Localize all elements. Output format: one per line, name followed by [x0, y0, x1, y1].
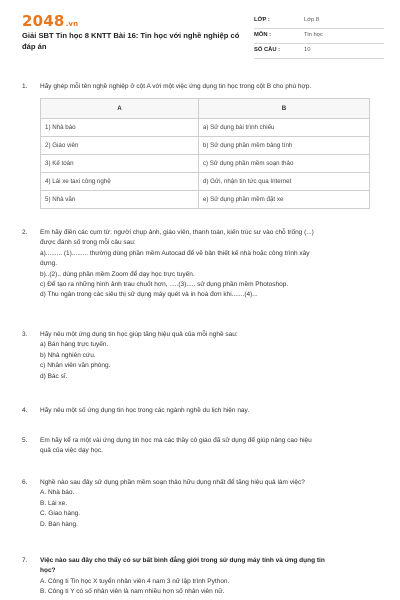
question-5 [22, 436, 378, 457]
table-cell: 5) Nhà văn [41, 191, 199, 209]
table-cell: d) Gửi, nhận tin tức qua Internet [198, 173, 369, 191]
question-number: 5. [22, 437, 28, 444]
option-a: A. Nhà báo. [40, 489, 75, 497]
table-cell: a) Sử dụng bài trình chiếu [198, 119, 369, 137]
option-a: A. Công ti Tin học X tuyển nhân viên 4 nam 3 nữ lập trình Python. [40, 577, 230, 585]
answer-line: d) Bác sĩ. [40, 372, 68, 380]
question-7 [22, 556, 378, 598]
question-number: 3. [22, 331, 28, 338]
answer-line: c) Để tạo ra những hình ảnh trau chuốt hơn, .....(3)..... sử dụng phần mềm Photoshop. [40, 281, 289, 289]
option-b: B. Lái xe. [40, 499, 68, 507]
question-text: quả của việc dạy học. [40, 447, 103, 455]
column-header: A [41, 99, 199, 119]
table-cell: c) Sử dụng phần mềm soạn thảo [198, 155, 369, 173]
table-cell: 3) Kế toán [41, 155, 199, 173]
meta-grade [254, 14, 384, 29]
option-b: B. Công ti Y có số nhân viên là nam nhiều hơn số nhân viên nữ. [40, 588, 225, 596]
meta-grade-label: LỚP : [254, 17, 270, 23]
document-title: Giải SBT Tin học 8 KNTT Bài 16: Tin học với nghề nghiệp có đáp án [22, 31, 240, 51]
question-1 [22, 82, 378, 209]
question-text: Em hãy kể ra một vài ứng dụng tin học mà các thầy cô giáo đã sử dụng để giúp nâng cao hiệu [40, 437, 312, 444]
table-row [41, 155, 370, 173]
meta-count [254, 44, 384, 59]
table-cell: 4) Lái xe taxi công nghệ [41, 173, 199, 191]
question-6 [22, 478, 378, 530]
meta-count-value: 10 [304, 47, 311, 53]
question-text: Hãy nêu một số ứng dụng tin học trong các ngành nghề du lịch hiện nay. [40, 407, 250, 414]
table-row [41, 173, 370, 191]
question-number: 1. [22, 83, 28, 90]
column-header: B [198, 99, 369, 119]
question-2 [22, 228, 378, 301]
question-text: Hãy nêu một ứng dụng tin học giúp tăng hiệu quả của mỗi nghề sau: [40, 331, 238, 338]
table-cell: e) Sử dụng phần mềm đặt xe [198, 191, 369, 209]
table-row [41, 119, 370, 137]
question-text: Nghề nào sau đây sử dụng phần mềm soạn thảo hữu dụng nhất để tăng hiệu quả làm việc? [40, 479, 305, 486]
table-row [41, 191, 370, 209]
question-number: 4. [22, 407, 28, 414]
answer-line: dựng. [40, 260, 58, 268]
question-number: 2. [22, 229, 28, 236]
logo-suffix: .vn [65, 20, 79, 28]
answer-line: c) Nhân viên văn phòng. [40, 362, 111, 370]
question-text: Em hãy điền các cụm từ: người chụp ảnh, giáo viên, thanh toán, kiến trúc sư vào chỗ trống (...) [40, 229, 314, 236]
answer-line: a) Bán hàng trực tuyến. [40, 341, 109, 349]
question-text: Hãy ghép mỗi tên nghề nghiệp ở cột A với một việc ứng dụng tin học trong cột B cho phù hợp. [40, 83, 312, 90]
question-4 [22, 406, 378, 416]
meta-grade-value: Lớp 8 [304, 17, 320, 23]
meta-subject-label: MÔN : [254, 32, 272, 38]
answer-line: a)......... (1)......... thường dùng phần mềm Autocad để vẽ bản thiết kế nhà hoặc công trình xây [40, 249, 310, 257]
option-c: C. Giao hàng. [40, 510, 81, 518]
question-text: được đánh số trong mỗi câu sau: [40, 239, 136, 247]
question-text: học? [40, 567, 56, 575]
answer-line: d) Thu ngân trong các siêu thị sử dụng máy quét và in hoá đơn khi.......(4)... [40, 291, 258, 299]
document-header [22, 12, 384, 58]
table-header-row [41, 99, 370, 119]
meta-subject [254, 29, 384, 44]
meta-subject-value: Tin học [304, 32, 323, 38]
question-number: 6. [22, 479, 28, 486]
table-cell: 2) Giáo viên [41, 137, 199, 155]
question-number: 7. [22, 557, 28, 564]
option-d: D. Bán hàng. [40, 520, 78, 528]
table-cell: b) Sử dụng phần mềm bảng tính [198, 137, 369, 155]
meta-count-label: SỐ CÂU : [254, 47, 281, 53]
answer-line: b) Nhà nghiên cứu. [40, 351, 96, 359]
matching-table [40, 98, 370, 209]
answer-line: b)..(2).. dùng phần mềm Zoom để dạy học trực tuyến. [40, 270, 195, 278]
logo-text: 2048 [22, 12, 65, 30]
question-text: Việc nào sau đây cho thấy có sự bất bình đẳng giới trong sử dụng máy tính và ứng dụng tin [40, 557, 325, 564]
table-row [41, 137, 370, 155]
site-logo[interactable] [22, 12, 78, 30]
meta-box [254, 14, 384, 59]
question-3 [22, 330, 378, 382]
table-cell: 1) Nhà báo [41, 119, 199, 137]
